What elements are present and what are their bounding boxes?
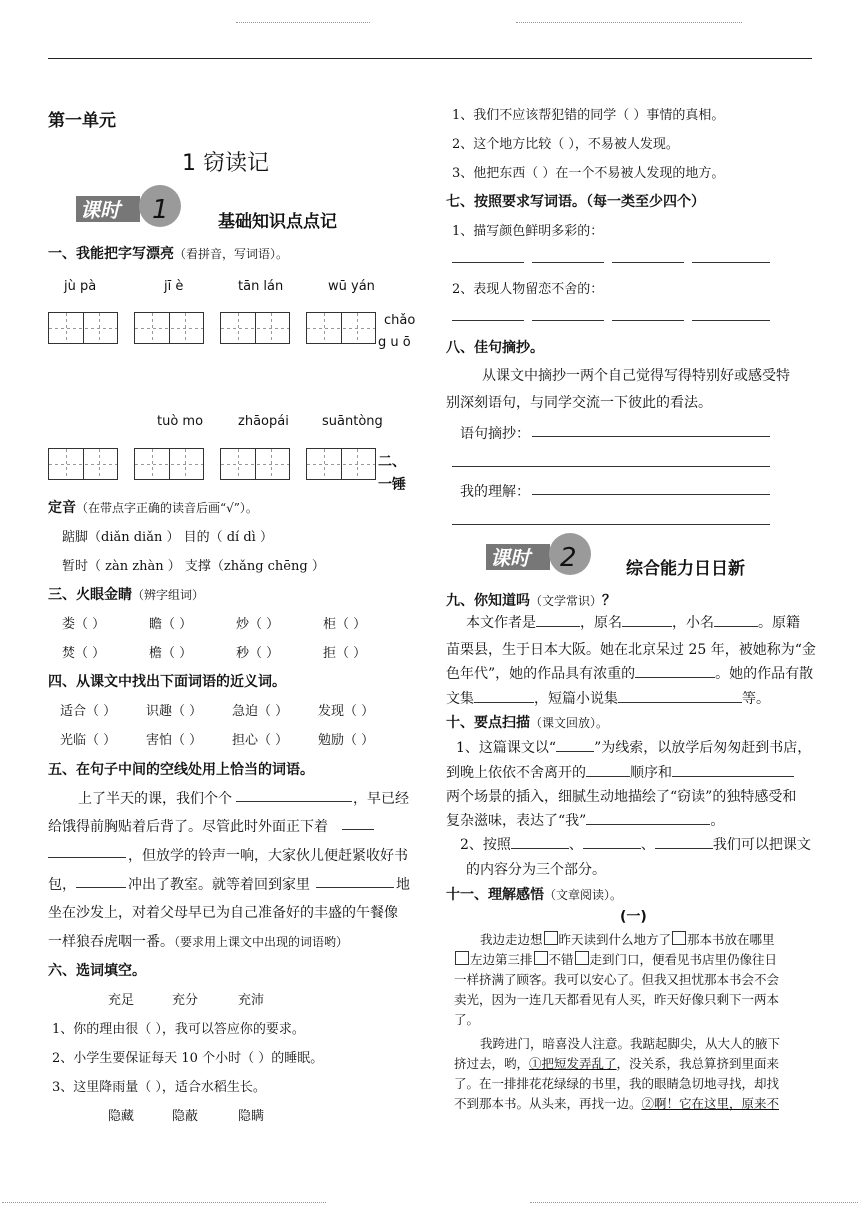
section8-understand-blank[interactable] <box>532 494 770 495</box>
section4-item-4: 发现（ ） <box>318 704 375 719</box>
section10-line1 <box>456 737 811 757</box>
section7-blank-2[interactable] <box>532 262 604 263</box>
reading-l1-b: 昨天读到什么地方了 <box>558 932 672 947</box>
section9-note: （文学常识） <box>530 594 603 608</box>
header-rule <box>48 58 812 59</box>
section7-q1: 1、描写颜色鲜明多彩的： <box>452 224 604 239</box>
reading-line8: 了。在一排排花花绿绿的书里，我的眼睛急切地寻找，却找 <box>454 1076 780 1091</box>
section2-number: 二、 <box>378 454 406 470</box>
reading-sentence-2: ②啊！它在这里，原来不 <box>641 1096 780 1111</box>
section4-title: 四、从课文中找出下面词语的近义词。 <box>48 674 286 690</box>
section6-q3: 3、这里降雨量（ ），适合水稻生长。 <box>52 1080 266 1095</box>
section7-blank-8[interactable] <box>692 320 770 321</box>
section10-l5-b: 、 <box>568 837 583 853</box>
section9-blank-author[interactable] <box>536 612 580 627</box>
write-box-jie[interactable] <box>134 312 204 344</box>
section4-item-7: 担心（ ） <box>232 733 289 748</box>
section7-blank-5[interactable] <box>452 320 524 321</box>
section3-item-4: 柜（ ） <box>323 617 367 632</box>
section10-l4-b: 。 <box>710 813 725 829</box>
section7-blank-6[interactable] <box>532 320 604 321</box>
section10-line5 <box>460 834 811 854</box>
reading-line2 <box>454 950 777 968</box>
section9-line2: 苗栗县，生于日本大阪。她在北京呆过 25 年，被她称为“金 <box>446 642 816 658</box>
pinyin-jupa: jù pà <box>64 279 97 294</box>
section9-l1-b: ，原名 <box>580 615 622 631</box>
reading-line3: 一样挤满了顾客。我可以安心了。但我又担忧那本书会不会 <box>454 972 780 987</box>
section10-l2-a: 到晚上依依不舍离开的 <box>446 765 586 781</box>
section2-line2: 暂时（ zàn zhàn ） 支撑（zhǎng chēng ） <box>62 559 325 574</box>
section10-blank-clue[interactable] <box>556 737 594 752</box>
section9-line3 <box>446 663 813 683</box>
section6-q6: 3、他把东西（ ）在一个不易被人发现的地方。 <box>452 166 725 181</box>
punct-box-3[interactable] <box>455 951 469 965</box>
section10-note: （课文回放）。 <box>530 716 609 730</box>
section1-note: （看拼音，写词语）。 <box>174 247 289 261</box>
punct-box-4[interactable] <box>534 951 548 965</box>
section9-l4-c: 等。 <box>742 691 770 707</box>
section5-title: 五、在句子中间的空线处用上恰当的词语。 <box>48 762 314 778</box>
lesson-period-2-badge <box>484 532 594 576</box>
section6-q4: 1、我们不应该帮犯错的同学（ ）事情的真相。 <box>452 108 725 123</box>
section5-blank-4[interactable] <box>76 887 126 888</box>
punct-box-5[interactable] <box>575 951 589 965</box>
section11-title: 十一、理解感悟 <box>446 887 544 903</box>
reading-line5: 了。 <box>454 1012 480 1027</box>
lesson-title: 1 窃读记 <box>182 151 269 176</box>
section9-l3-b: 。她的作品有散 <box>715 666 814 682</box>
section10-blank-part3[interactable] <box>655 834 713 849</box>
section3-item-6: 檐（ ） <box>149 646 193 661</box>
section10-blank-feeling[interactable] <box>586 810 710 825</box>
section5-line1-b: ，早已经 <box>353 791 409 807</box>
section8-quote-label: 语句摘抄： <box>460 426 530 442</box>
lesson-period-1-badge <box>74 184 184 228</box>
header-dotted-line-right <box>516 22 742 23</box>
section5-blank-2[interactable] <box>342 829 374 830</box>
section6-title: 六、选词填空。 <box>48 963 146 979</box>
pinyin-jie: jī è <box>164 279 184 294</box>
section3-item-5: 焚（ ） <box>62 646 106 661</box>
reading-l7-c: ，没关系，我总算挤到里面来 <box>616 1056 780 1071</box>
section7-title: 七、按照要求写词语。（每一类至少四个） <box>446 194 705 210</box>
pinyin-tanlan: tān lán <box>238 279 284 294</box>
section10-line6: 的内容分为三个部分。 <box>466 862 606 878</box>
section7-blank-1[interactable] <box>452 262 524 263</box>
section10-blank-order[interactable] <box>586 762 630 777</box>
write-box-suantong[interactable] <box>306 448 376 480</box>
section10-heading <box>446 712 608 732</box>
reading-l9-a: 不到那本书。从头来，再找一边。 <box>454 1096 642 1111</box>
section9-l4-b: ，短篇小说集 <box>534 691 618 707</box>
section9-blank-nickname[interactable] <box>714 612 758 627</box>
section10-l5-d: 我们可以把课文 <box>712 837 811 853</box>
section11-heading <box>446 884 622 904</box>
section10-blank-part2[interactable] <box>583 834 641 849</box>
section4-item-1: 适合（ ） <box>60 704 117 719</box>
section6-q5: 2、这个地方比较（ ），不易被人发现。 <box>452 137 679 152</box>
section4-item-6: 害怕（ ） <box>146 733 203 748</box>
section7-blank-7[interactable] <box>612 320 684 321</box>
section5-line3: ，但放学的铃声一响，大家伙儿便赶紧收好书 <box>128 848 408 864</box>
section5-blank-5[interactable] <box>316 887 394 888</box>
section4-item-2: 识趣（ ） <box>146 704 203 719</box>
section8-para2: 别深刻语句，与同学交流一下彼此的看法。 <box>446 395 712 411</box>
section10-line3: 两个场景的插入，细腻生动地描绘了“窃读”的独特感受和 <box>446 789 797 805</box>
section9-blank-stories[interactable] <box>618 688 742 703</box>
section5-blank-3[interactable] <box>48 857 126 858</box>
section10-l5-a: 2、按照 <box>460 837 511 853</box>
section9-line1 <box>466 612 800 632</box>
section9-l1-d: 。原籍 <box>758 615 800 631</box>
section6-word-6: 隐瞒 <box>238 1109 265 1124</box>
section4-item-5: 光临（ ） <box>60 733 117 748</box>
section2-line1: 踮脚（diǎn diǎn ） 目的（ dí dì ） <box>62 530 273 545</box>
reading-line1 <box>480 930 775 948</box>
section7-q2: 2、表现人物留恋不舍的： <box>452 282 604 297</box>
section8-understand-blank-2[interactable] <box>452 524 770 525</box>
section9-q: ？ <box>602 593 617 609</box>
section10-blank-scene[interactable] <box>672 762 794 777</box>
write-box-jupa[interactable] <box>48 312 118 344</box>
section2-note: （在带点字正确的读音后画“√”）。 <box>76 501 258 515</box>
section3-item-3: 炒（ ） <box>236 617 280 632</box>
section9-l1-a: 本文作者是 <box>466 615 536 631</box>
pinyin-tuomo: tuò mo <box>157 414 204 429</box>
section10-title: 十、要点扫描 <box>446 715 530 731</box>
pinyin-guo: g u ō <box>378 335 411 350</box>
section6-word-3: 充沛 <box>238 993 265 1008</box>
reading-l1-c: 那本书放在哪里 <box>687 932 775 947</box>
section5-line6-note: （要求用上课文中出现的词语哟） <box>174 935 349 949</box>
section3-item-1: 娄（ ） <box>62 617 106 632</box>
section1-heading <box>48 243 288 263</box>
section9-heading <box>446 590 616 610</box>
section5-line2: 给饿得前胸贴着后背了。尽管此时外面正下着 <box>48 819 328 835</box>
section3-item-2: 瞻（ ） <box>149 617 193 632</box>
section5-line5: 坐在沙发上，对着父母早已为自己准备好的丰盛的午餐像 <box>48 905 398 921</box>
section6-word-2: 充分 <box>172 993 199 1008</box>
section1-title: 一、我能把字写漂亮 <box>48 246 174 262</box>
write-box-wuyan[interactable] <box>306 312 376 344</box>
section9-blank-essays[interactable] <box>474 688 534 703</box>
section5-line4-c: 地 <box>396 877 410 893</box>
section10-l1-b: ”为线索，以放学后匆匆赶到书店， <box>594 740 812 756</box>
pinyin-chao: chǎo <box>384 313 416 328</box>
section9-blank-style[interactable] <box>635 663 715 678</box>
section8-understand-label: 我的理解： <box>460 484 530 500</box>
section10-l4-a: 复杂滋味，表达了“我” <box>446 813 587 829</box>
write-box-tuomo[interactable] <box>134 448 204 480</box>
section3-title: 三、火眼金睛 <box>48 587 132 603</box>
section3-note: （辨字组词） <box>132 588 205 602</box>
section7-blank-3[interactable] <box>612 262 684 263</box>
section8-quote-blank[interactable] <box>532 436 770 437</box>
write-box-tanlan[interactable] <box>220 312 290 344</box>
write-box-zhaopai[interactable] <box>220 448 290 480</box>
section6-word-4: 隐藏 <box>108 1109 135 1124</box>
section6-q2: 2、小学生要保证每天 10 个小时（ ）的睡眠。 <box>52 1051 324 1066</box>
section2-heading <box>48 497 258 517</box>
write-box-row2-1[interactable] <box>48 448 118 480</box>
reading-l2-b: 不错 <box>548 952 574 967</box>
section10-l1-a: 1、这篇课文以“ <box>456 740 557 756</box>
reading-line4: 卖光，因为一连几天都看见有人买，昨天好像只剩下一两本 <box>454 992 780 1007</box>
badge1-title: 基础知识点点记 <box>218 212 337 232</box>
reading-subtitle: (一) <box>620 909 647 925</box>
section3-item-7: 秒（ ） <box>236 646 280 661</box>
badge1-num: 1 <box>152 195 169 225</box>
section5-blank-1[interactable] <box>236 801 352 802</box>
section9-title: 九、你知道吗 <box>446 593 530 609</box>
punct-box-2[interactable] <box>672 931 686 945</box>
reading-line6: 我跨进门，暗喜没人注意。我踮起脚尖，从大人的腋下 <box>480 1036 781 1051</box>
section5-line6 <box>48 931 348 951</box>
section2-title-part1: 一锤 <box>378 477 406 493</box>
section5-line4-b: 冲出了教室。就等着回到家里 <box>128 877 310 893</box>
reading-l2-a: 左边第三排 <box>470 952 533 967</box>
section9-line4 <box>446 688 770 708</box>
footer-dotted-line-left <box>2 1202 326 1203</box>
section9-blank-realname[interactable] <box>622 612 672 627</box>
section7-blank-4[interactable] <box>692 262 770 263</box>
section9-l1-c: ，小名 <box>672 615 714 631</box>
section8-title: 八、佳句摘抄。 <box>446 340 544 356</box>
section8-para1: 从课文中摘抄一两个自己觉得写得特别好或感受特 <box>482 368 790 384</box>
section8-quote-blank-2[interactable] <box>452 466 770 467</box>
reading-sentence-1: ①把短发弄乱了 <box>529 1056 617 1071</box>
section10-l2-b: 顺序和 <box>630 765 672 781</box>
section5-line6-text: 一样狼吞虎咽一番。 <box>48 934 174 950</box>
section3-item-8: 拒（ ） <box>323 646 367 661</box>
pinyin-suantong: suāntòng <box>322 414 383 429</box>
section10-l5-c: 、 <box>640 837 655 853</box>
section6-q1: 1、你的理由很（ ），我可以答应你的要求。 <box>52 1022 305 1037</box>
badge1-word: 课时 <box>80 198 120 222</box>
reading-line9 <box>454 1094 779 1112</box>
section5-line4-a: 包， <box>48 877 76 893</box>
section4-item-8: 勉励（ ） <box>318 733 375 748</box>
reading-l1-a: 我边走边想 <box>480 932 543 947</box>
badge2-word: 课时 <box>490 546 530 570</box>
section10-line4 <box>446 810 724 830</box>
badge2-num: 2 <box>560 543 577 573</box>
punct-box-1[interactable] <box>544 931 558 945</box>
section10-line2 <box>446 762 794 782</box>
section9-l3-a: 色年代”，她的作品具有浓重的 <box>446 666 636 682</box>
pinyin-zhaopai: zhāopái <box>238 414 289 429</box>
header-dotted-line-left <box>236 22 370 23</box>
footer-dotted-line-right <box>530 1202 858 1203</box>
section11-note: （文章阅读）。 <box>544 888 623 902</box>
section6-word-5: 隐蔽 <box>172 1109 199 1124</box>
section3-heading <box>48 584 204 604</box>
reading-l7-a: 挤过去，哟， <box>454 1056 530 1071</box>
section10-blank-part1[interactable] <box>511 834 569 849</box>
reading-l2-c: 走到门口，便看见书店里仍像往日 <box>589 952 778 967</box>
reading-line7 <box>454 1054 779 1072</box>
section4-item-3: 急迫（ ） <box>232 704 289 719</box>
badge2-title: 综合能力日日新 <box>626 559 745 579</box>
section5-line1-a: 上了半天的课，我们个个 <box>78 791 232 807</box>
section2-title: 定音 <box>48 500 76 516</box>
section6-word-1: 充足 <box>108 993 135 1008</box>
unit-title: 第一单元 <box>48 111 116 131</box>
section9-l4-a: 文集 <box>446 691 474 707</box>
pinyin-wuyan: wū yán <box>328 279 375 294</box>
